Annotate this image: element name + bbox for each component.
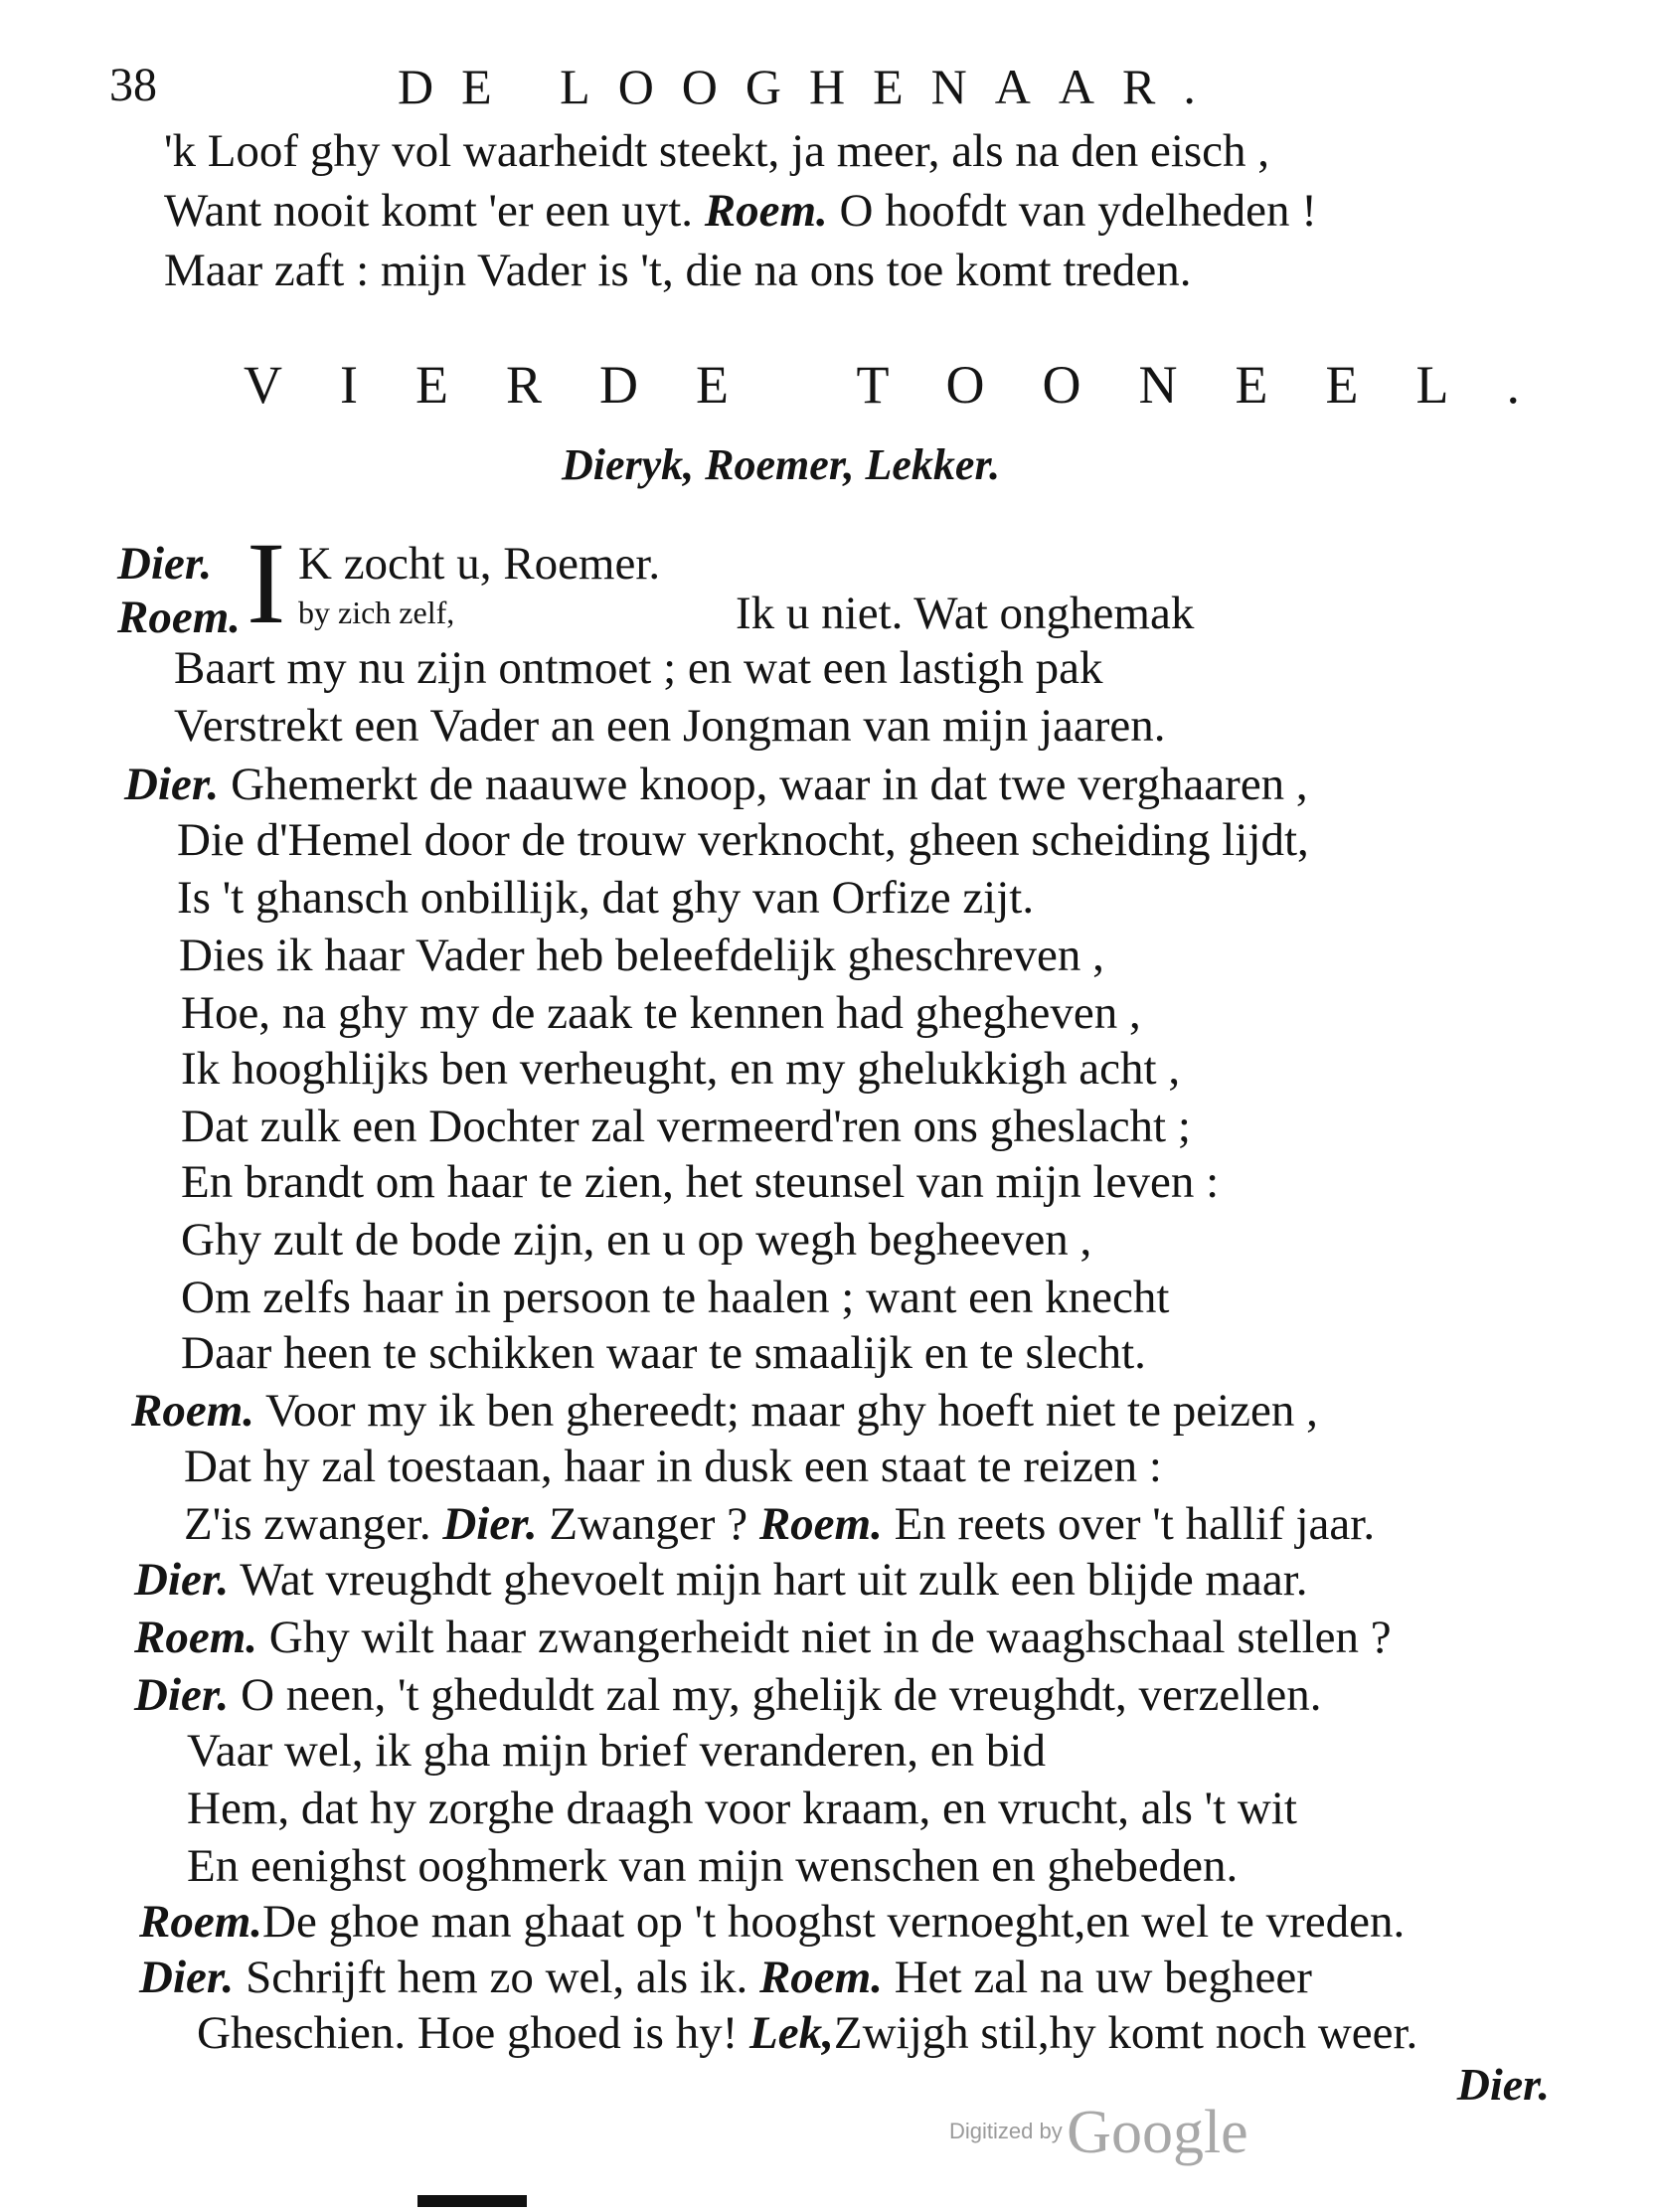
verse-line: Vaar wel, ik gha mijn brief veranderen, en bid — [187, 1725, 1046, 1777]
verse-text: Voor my ik ben ghereedt; maar ghy hoeft niet te peizen , — [264, 1385, 1318, 1437]
speaker-label: Roem. — [139, 1896, 263, 1948]
speaker-label: Roem. — [704, 185, 828, 237]
speaker-label: Dier. — [139, 1952, 235, 2003]
verse-line: Dat hy zal toestaan, haar in dusk een staat te reizen : — [184, 1441, 1162, 1492]
verse-text: Ik u niet. Wat onghemak — [736, 588, 1195, 639]
scene-title: VIERDE TOONEEL. — [244, 355, 1577, 415]
speaker-label: Lek, — [749, 2007, 834, 2059]
verse-text: De ghoe man ghaat op 't hooghst vernoeght,en wel te vreden. — [262, 1896, 1406, 1948]
speaker-label: Dier. — [117, 538, 213, 590]
verse-text: Zwijgh stil,hy komt noch weer. — [833, 2007, 1418, 2059]
verse-line — [117, 537, 212, 591]
verse-line — [134, 1668, 1321, 1722]
speaker-label: Dier. — [134, 1554, 230, 1606]
verse-text: Zwanger ? — [549, 1498, 748, 1550]
scene-characters: Dieryk, Roemer, Lekker. — [562, 440, 1001, 489]
verse-line — [134, 1611, 1392, 1664]
verse-line: Daar heen te schikken waar te smaalijk en te slecht. — [181, 1327, 1146, 1379]
verse-line: Die d'Hemel door de trouw verknocht, gheen scheiding lijdt, — [177, 814, 1309, 866]
speaker-label: Roem. — [758, 1952, 883, 2003]
verse-line — [197, 2006, 1417, 2060]
catchword: Dier. — [1456, 2059, 1550, 2110]
digitization-watermark — [949, 2098, 1248, 2168]
verse-text: Want nooit komt 'er een uyt. — [164, 185, 694, 237]
verse-text: Gheschien. Hoe ghoed is hy! — [197, 2007, 739, 2059]
speaker-label: Dier. — [124, 759, 220, 810]
verse-line — [134, 1553, 1308, 1607]
verse-text: En reets over 't hallif jaar. — [894, 1498, 1376, 1550]
speaker-label: Roem. — [758, 1498, 883, 1550]
verse-line — [124, 758, 1308, 811]
verse-line: En eenighst ooghmerk van mijn wenschen en ghebeden. — [187, 1840, 1239, 1892]
verse-line — [139, 1951, 1312, 2004]
verse-text: Schrijft hem zo wel, als ik. — [246, 1952, 748, 2003]
verse-text: Z'is zwanger. — [184, 1498, 431, 1550]
watermark-brand: Google — [1067, 2099, 1248, 2166]
verse-text: Ghy wilt haar zwangerheidt niet in de waaghschaal stellen ? — [268, 1612, 1392, 1663]
page-number: 38 — [109, 59, 157, 111]
verse-line: En brandt om haar te zien, het steunsel van mijn leven : — [181, 1156, 1220, 1208]
verse-line: Hem, dat hy zorghe draagh voor kraam, en vrucht, als 't wit — [187, 1783, 1297, 1834]
verse-line: Baart my nu zijn ontmoet ; en wat een lastigh pak — [174, 642, 1103, 694]
stage-direction: by zich zelf, — [298, 595, 455, 630]
verse-line: Ghy zult de bode zijn, en u op wegh begheeven , — [181, 1214, 1092, 1266]
verse-text: Wat vreughdt ghevoelt mijn hart uit zulk een blijde maar. — [240, 1554, 1308, 1606]
drop-cap: I — [247, 518, 286, 648]
running-title: DE LOOGHENAAR. — [398, 59, 1224, 114]
speaker-label: Roem. — [134, 1612, 258, 1663]
verse-line: 'k Loof ghy vol waarheidt steekt, ja meer, als na den eisch , — [164, 125, 1270, 177]
verse-line: Om zelfs haar in persoon te haalen ; want een knecht — [181, 1272, 1170, 1323]
verse-line: Dies ik haar Vader heb beleefdelijk gheschreven , — [179, 930, 1104, 981]
verse-line — [184, 1497, 1375, 1551]
speaker-label: Dier. — [134, 1669, 230, 1721]
speaker-label: Dier. — [442, 1498, 538, 1550]
speaker-label: Roem. — [131, 1385, 255, 1437]
verse-line — [164, 184, 1317, 238]
verse-text: Het zal na uw begheer — [894, 1952, 1312, 2003]
verse-line — [139, 1895, 1405, 1949]
verse-text: Ghemerkt de naauwe knoop, waar in dat twe verghaaren , — [231, 759, 1308, 810]
speaker-label: Roem. — [117, 592, 242, 643]
verse-line — [131, 1384, 1318, 1438]
watermark-prefix: Digitized by — [949, 2119, 1063, 2143]
verse-line: Is 't ghansch onbillijk, dat ghy van Orfize zijt. — [177, 872, 1035, 924]
verse-text: O neen, 't gheduldt zal my, ghelijk de vreughdt, verzellen. — [241, 1669, 1322, 1721]
verse-line: Hoe, na ghy my de zaak te kennen had ghegheven , — [181, 987, 1141, 1039]
verse-line: Dat zulk een Dochter zal vermeerd'ren ons gheslacht ; — [181, 1101, 1191, 1152]
verse-line: Maar zaft : mijn Vader is 't, die na ons toe komt treden. — [164, 245, 1192, 296]
verse-line — [117, 591, 241, 644]
bottom-rule — [417, 2195, 527, 2207]
verse-text: O hoofdt van ydelheden ! — [839, 185, 1317, 237]
verse-line: Verstrekt een Vader an een Jongman van mijn jaaren. — [174, 700, 1166, 752]
page-header — [109, 58, 1521, 127]
verse-line: Ik hooghlijks ben verheught, en my ghelukkigh acht , — [181, 1043, 1181, 1095]
verse-text: K zocht u, Roemer. — [298, 538, 661, 590]
